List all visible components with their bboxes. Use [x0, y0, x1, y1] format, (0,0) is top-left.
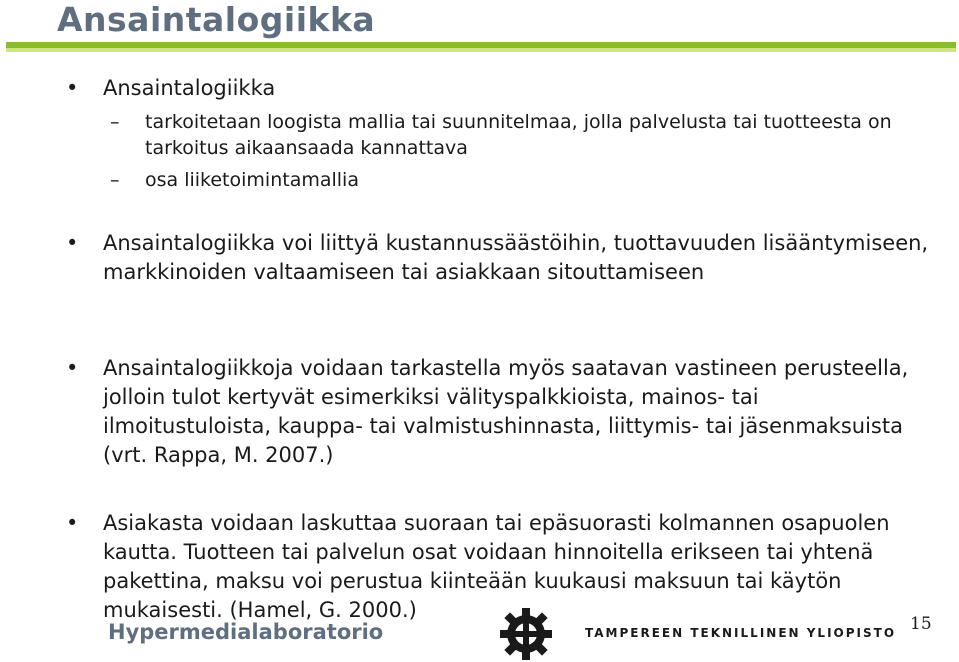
bullet-item	[66, 74, 933, 103]
bullet-item	[66, 229, 933, 287]
sub-bullet-item	[110, 167, 905, 193]
bullet-dot-icon: •	[66, 76, 79, 100]
gear-logo-icon	[497, 606, 555, 662]
bullet-dot-icon: •	[66, 231, 79, 255]
footer-lab-name: Hypermedialaboratorio	[108, 620, 384, 644]
dash-icon: –	[110, 111, 120, 133]
bullet-dot-icon: •	[66, 511, 79, 535]
bullet-text: Asiakasta voidaan laskuttaa suoraan tai epäsuorasti kolmannen osapuolen kautta. Tuotteen tai palvelun osat voidaan hinnoitella erikseen tai yhtenä pakettina, maksu voi perustua kiinteään kuukausi maksuun tai käytön mukaisesti. (Hamel, G. 2000.)	[103, 511, 890, 622]
bullet-text: Ansaintalogiikkoja voidaan tarkastella myös saatavan vastineen perusteella, jolloin tulot kertyvät esimerkiksi välityspalkkioista, mainos- tai ilmoitustuloista, kauppa- tai valmistushinnasta, liittymis- tai jäsenmaksuista (vrt. Rappa, M. 2007.)	[103, 356, 909, 467]
sub-bullet-text: osa liiketoimintamallia	[145, 169, 359, 191]
slide-title: Ansaintalogiikka	[57, 0, 376, 39]
bullet-text: Ansaintalogiikka voi liittyä kustannussäästöihin, tuottavuuden lisääntymiseen, markkinoiden valtaamiseen tai asiakkaan sitouttamiseen	[103, 231, 929, 284]
sub-bullet-text: tarkoitetaan loogista mallia tai suunnitelmaa, jolla palvelusta tai tuotteesta on tarkoitus aikaansaada kannattava	[145, 111, 892, 159]
bullet-dot-icon: •	[66, 356, 79, 380]
dash-icon: –	[110, 169, 120, 191]
footer-university: TAMPEREEN TEKNILLINEN YLIOPISTO	[585, 626, 897, 640]
sub-bullet-item	[110, 109, 905, 161]
bullet-item	[66, 354, 933, 470]
page-number: 15	[910, 614, 932, 634]
bullet-text: Ansaintalogiikka	[103, 76, 276, 100]
title-underline-light	[6, 48, 956, 52]
